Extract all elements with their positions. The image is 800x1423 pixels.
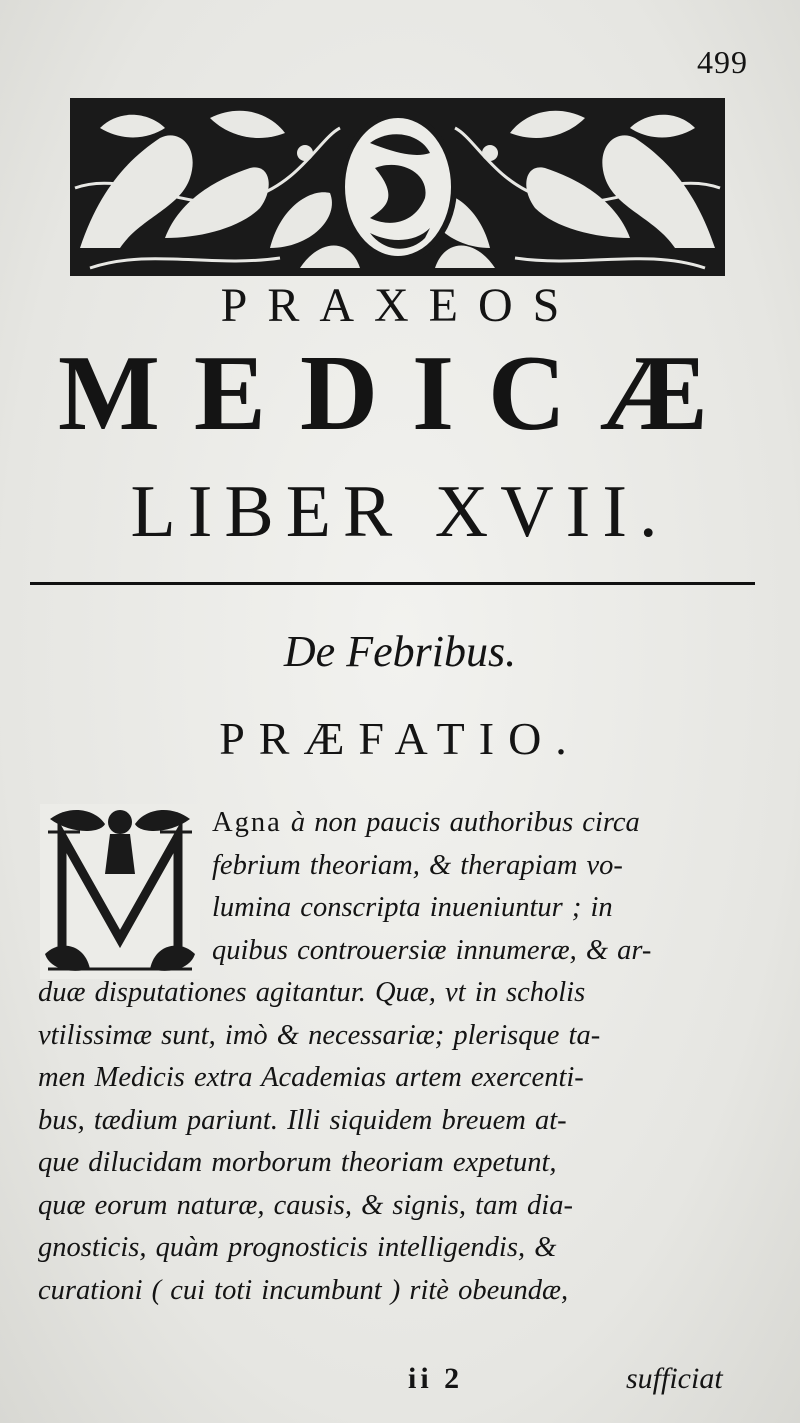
text-line: febrium theoriam, & therapiam vo-	[212, 849, 623, 881]
catchword: sufficiat	[626, 1362, 723, 1395]
chapter-subtitle: De Febribus.	[283, 627, 517, 676]
title-liber: LIBER XVII.	[130, 471, 670, 553]
text-line: duæ disputationes agitantur. Quæ, vt in scholis	[38, 977, 586, 1008]
text-line: gnosticis, quàm prognosticis intelligendis, &	[38, 1232, 557, 1263]
floral-headpiece-ornament	[70, 98, 725, 276]
text-line: quæ eorum naturæ, causis, & signis, tam dia-	[38, 1189, 573, 1221]
text-line: men Medicis extra Academias artem exercenti-	[38, 1062, 584, 1093]
title-medicae: MEDICÆ	[58, 334, 742, 453]
text-line: vtilissimæ sunt, imò & necessariæ; plerisque ta-	[38, 1019, 601, 1051]
signature-mark: ii 2	[408, 1362, 464, 1395]
text-line: bus, tædium pariunt. Illi siquidem breuem at-	[38, 1104, 567, 1136]
text-line: quibus controuersiæ innumeræ, & ar-	[212, 934, 652, 966]
text-line: lumina conscripta inueniuntur ; in	[212, 892, 613, 923]
body-text	[38, 802, 760, 1312]
footer-line	[0, 1362, 800, 1404]
page-number: 499	[697, 44, 748, 80]
first-word: Agna	[212, 807, 282, 838]
section-heading: PRÆFATIO.	[219, 713, 581, 764]
title-praxeos: PRAXEOS	[220, 279, 580, 332]
text-line: Agna à non paucis authoribus circa	[212, 807, 640, 838]
text-line: curationi ( cui toti incumbunt ) ritè obeundæ,	[38, 1274, 569, 1306]
text-line: que dilucidam morborum theoriam expetunt,	[38, 1147, 557, 1178]
horizontal-rule	[30, 582, 755, 585]
